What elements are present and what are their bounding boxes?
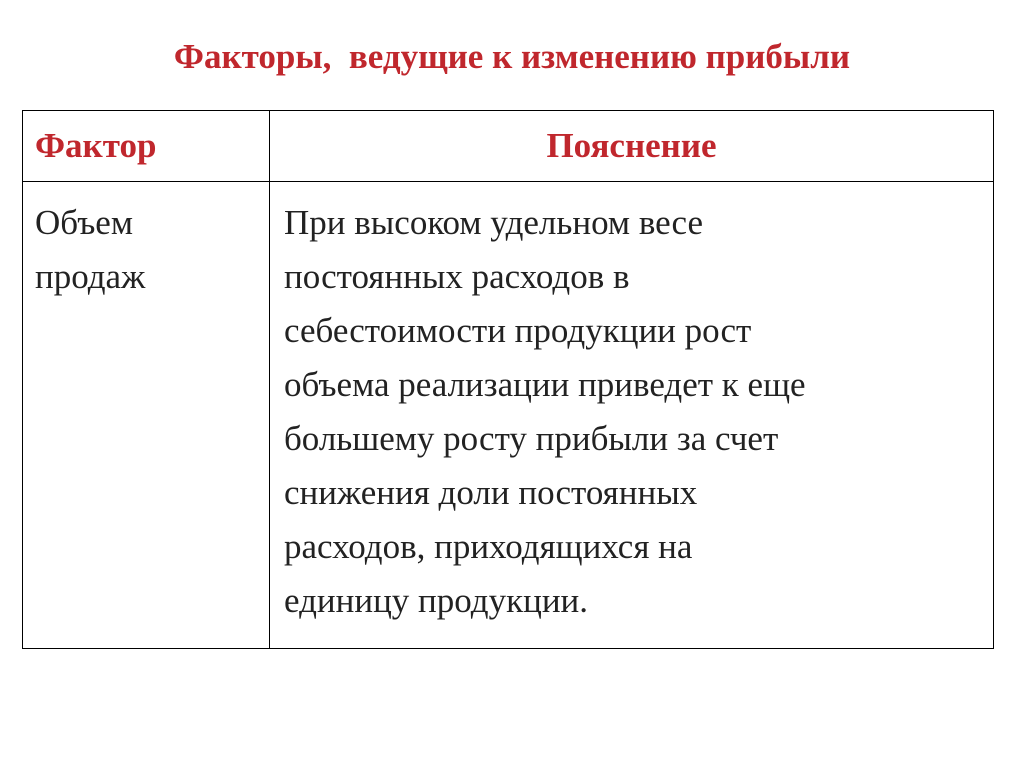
factor-text: Объем продаж (35, 203, 146, 296)
explanation-text: При высоком удельном весе постоянных расходов в себестоимости продукции рост объема реализации приведет к еще большему росту прибыли за счет снижения доли постоянных расходов, приходящихся на единицу продукции. (284, 203, 806, 620)
header-factor: Фактор (23, 111, 270, 182)
cell-factor (23, 182, 270, 649)
factors-table (22, 110, 994, 649)
table-header-row (23, 111, 994, 182)
table-row (23, 182, 994, 649)
header-explanation: Пояснение (270, 111, 994, 182)
slide-title: Факторы, ведущие к изменению прибыли (173, 37, 851, 76)
cell-explanation (270, 182, 994, 649)
